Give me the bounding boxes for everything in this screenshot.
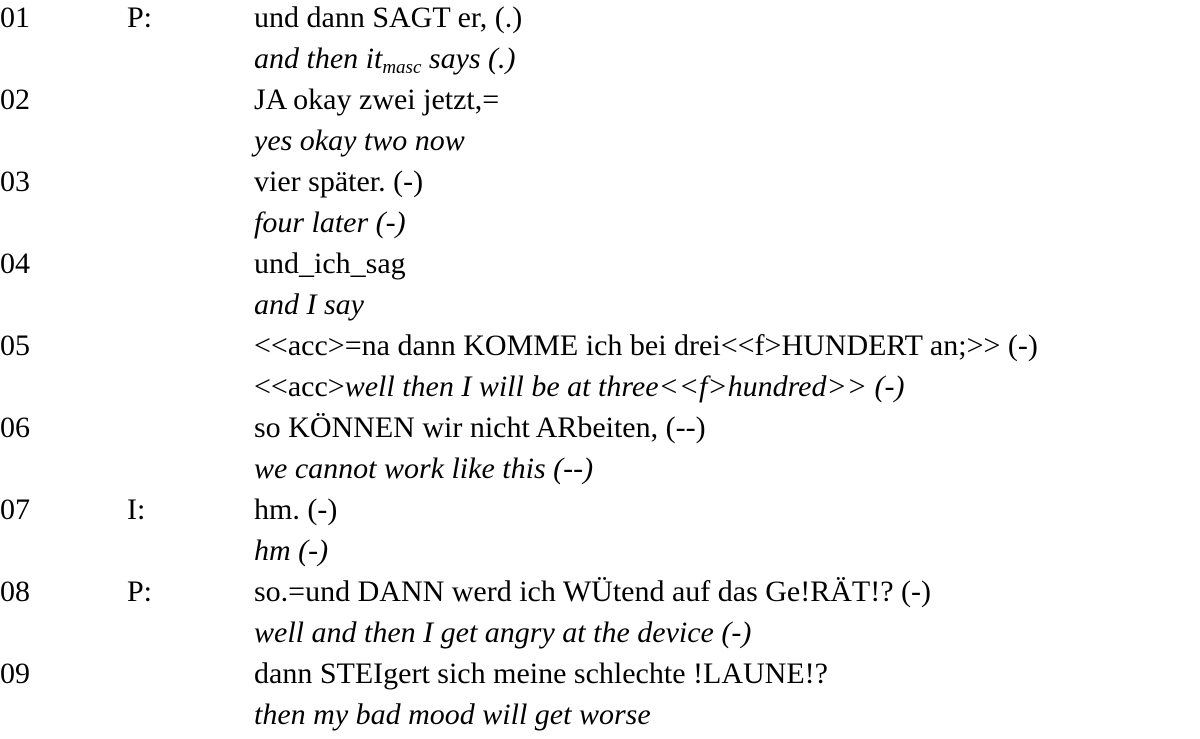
line-number: 05: [0, 329, 30, 362]
translation-line: well and then I get angry at the device (-): [254, 616, 752, 649]
translation-line: [254, 370, 904, 404]
original-utterance: und dann SAGT er, (.): [254, 1, 523, 34]
transcript-entry: [0, 411, 1200, 493]
transcript-entry: [0, 329, 1200, 411]
transcript-entry: [0, 575, 1200, 657]
line-number: 06: [0, 411, 30, 444]
line-number: 09: [0, 657, 30, 690]
original-utterance: dann STEIgert sich meine schlechte !LAUNE!?: [254, 657, 828, 690]
original-utterance: so KÖNNEN wir nicht ARbeiten, (--): [254, 411, 706, 444]
transcript-entry: [0, 1, 1200, 83]
original-utterance: hm. (-): [254, 493, 338, 526]
translation-text-end: says (.): [421, 42, 516, 75]
line-number: 03: [0, 165, 30, 198]
line-number: 01: [0, 1, 30, 34]
transcript-entry: [0, 165, 1200, 247]
translation-line: hm (-): [254, 534, 329, 567]
line-number: 08: [0, 575, 30, 608]
speaker-label: P:: [127, 1, 153, 34]
original-utterance: <<acc>=na dann KOMME ich bei drei<<f>HUNDERT an;>> (-): [254, 329, 1038, 362]
gender-subscript: masc: [382, 57, 422, 78]
transcript-entry: [0, 247, 1200, 329]
transcript-entry: [0, 657, 1200, 739]
translation-line: yes okay two now: [254, 124, 465, 157]
original-utterance: JA okay zwei jetzt,=: [254, 83, 500, 116]
translation-text: well then I will be at three<<f>hundred>> (-): [344, 370, 905, 403]
original-utterance: und_ich_sag: [254, 247, 406, 280]
translation-line: and I say: [254, 288, 364, 321]
line-number: 04: [0, 247, 30, 280]
transcript-entry: [0, 83, 1200, 165]
translation-line: then my bad mood will get worse: [254, 698, 651, 731]
translation-line: [254, 42, 516, 76]
original-utterance: so.=und DANN werd ich WÜtend auf das Ge!RÄT!? (-): [254, 575, 932, 608]
original-utterance: vier später. (-): [254, 165, 424, 198]
translation-line: four later (-): [254, 206, 406, 239]
translation-line: we cannot work like this (--): [254, 452, 594, 485]
transcript-entry: [0, 493, 1200, 575]
line-number: 07: [0, 493, 30, 526]
speaker-label: P:: [127, 575, 153, 608]
translation-text: and then it: [254, 42, 383, 75]
speaker-label: I:: [127, 493, 146, 526]
tempo-marker: <<acc>: [254, 370, 345, 403]
line-number: 02: [0, 83, 30, 116]
